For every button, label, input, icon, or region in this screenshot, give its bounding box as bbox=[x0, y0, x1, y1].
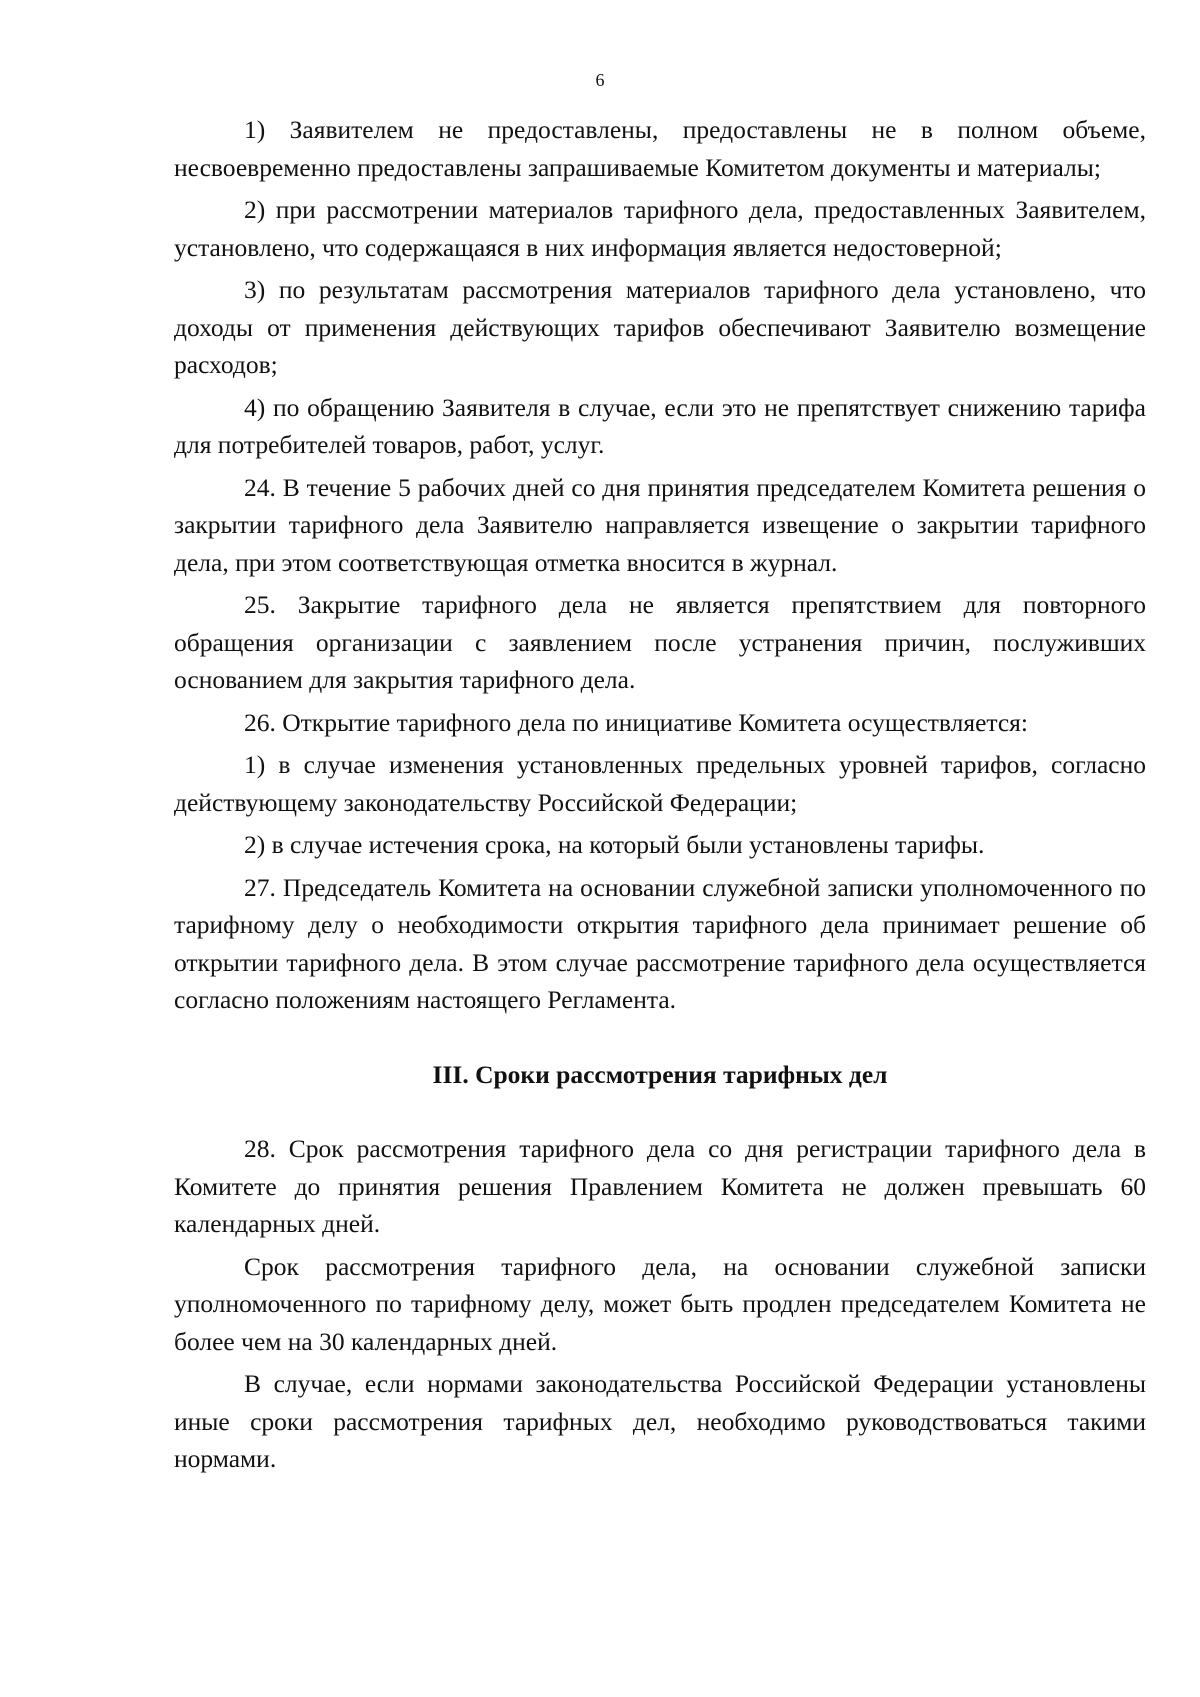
paragraph-28: 28. Срок рассмотрения тарифного дела со дня регистрации тарифного дела в Комитете до принятия решения Правлением Комитета не должен превышать 60 календарных дней. bbox=[174, 1134, 1146, 1238]
paragraph-item-4: 4) по обращению Заявителя в случае, если это не препятствует снижению тарифа для потребителей товаров, работ, услуг. bbox=[174, 392, 1146, 459]
section-heading: III. Сроки рассмотрения тарифных дел bbox=[432, 1059, 888, 1089]
paragraph-28-other-terms: В случае, если нормами законодательства Российской Федерации установлены иные сроки рассмотрения тарифных дел, необходимо руководствоваться такими нормами. bbox=[174, 1369, 1146, 1473]
paragraph-26: 26. Открытие тарифного дела по инициативе Комитета осуществляется: bbox=[244, 707, 1028, 737]
paragraph-item-1: 1) Заявителем не предоставлены, предоставлены не в полном объеме, несвоевременно предоставлены запрашиваемые Комитетом документы и материалы; bbox=[174, 115, 1146, 182]
page-number: 6 bbox=[595, 70, 605, 90]
paragraph-28-extension: Срок рассмотрения тарифного дела, на основании служебной записки уполномоченного по тарифному делу, может быть продлен председателем Комитета не более чем на 30 календарных дней. bbox=[174, 1251, 1146, 1356]
paragraph-24: 24. В течение 5 рабочих дней со дня принятия председателем Комитета решения о закрытии тарифного дела Заявителю направляется извещение о закрытии тарифного дела, при этом соответствующая отметка вносится в журнал. bbox=[174, 472, 1146, 577]
paragraph-26-item-1: 1) в случае изменения установленных предельных уровней тарифов, согласно действующему законодательству Российской Федерации; bbox=[174, 750, 1146, 817]
document-body bbox=[174, 111, 1146, 1483]
paragraph-item-3: 3) по результатам рассмотрения материалов тарифного дела установлено, что доходы от применения действующих тарифов обеспечивают Заявителю возмещение расходов; bbox=[174, 275, 1146, 379]
paragraph-27: 27. Председатель Комитета на основании служебной записки уполномоченного по тарифному делу о необходимости открытия тарифного дела принимает решение об открытии тарифного дела. В этом случае рассмотрение тарифного дела осуществляется согласно положениям настоящего Регламента. bbox=[174, 872, 1146, 1014]
paragraph-26-item-2: 2) в случае истечения срока, на который были установлены тарифы. bbox=[244, 830, 985, 859]
paragraph-25: 25. Закрытие тарифного дела не является препятствием для повторного обращения организации с заявлением после устранения причин, послуживших основанием для закрытия тарифного дела. bbox=[174, 590, 1146, 694]
paragraph-item-2: 2) при рассмотрении материалов тарифного дела, предоставленных Заявителем, установлено, что содержащаяся в них информация является недостоверной; bbox=[174, 195, 1146, 262]
